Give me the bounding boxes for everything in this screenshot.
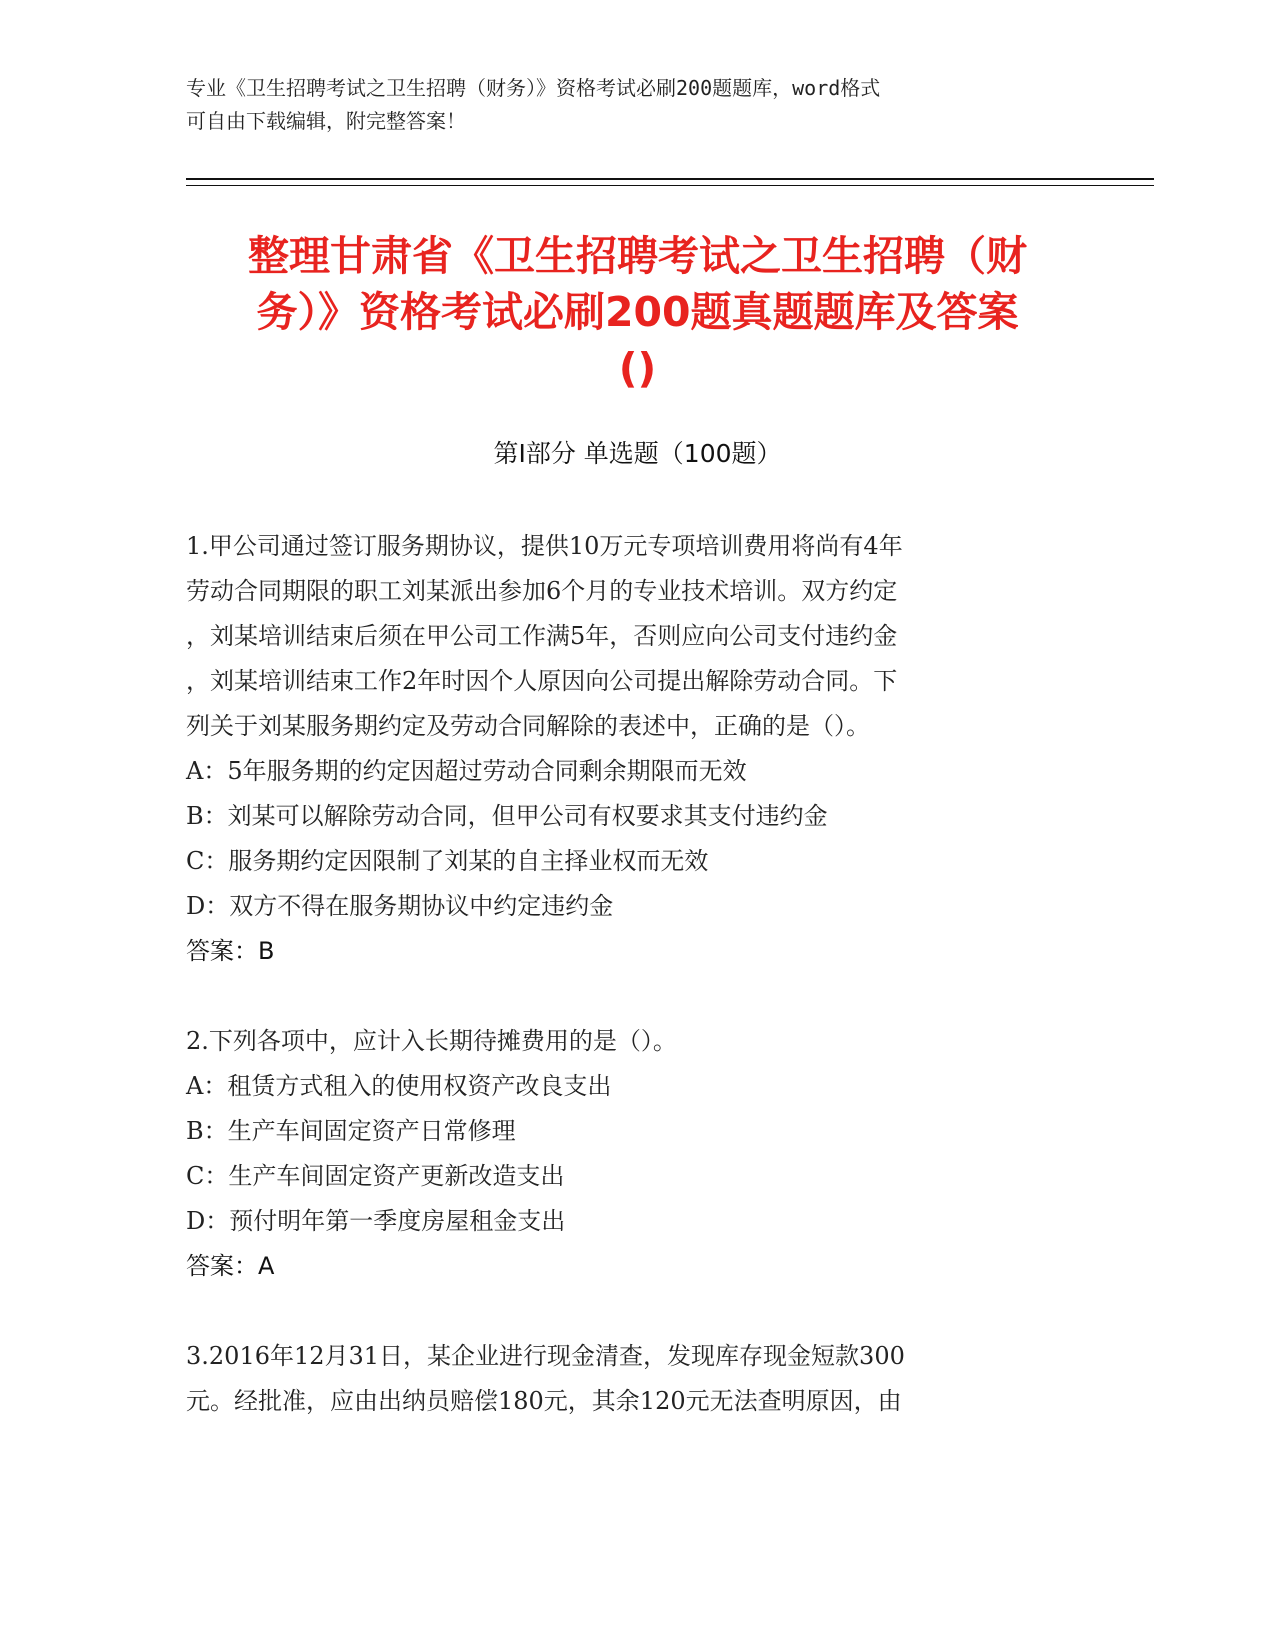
question-list (186, 524, 1086, 1424)
option-d: D：预付明年第一季度房屋租金支出 (186, 1207, 566, 1235)
title-line-1: 整理甘肃省《卫生招聘考试之卫生招聘（财 (248, 232, 1027, 280)
question-1 (186, 524, 1086, 974)
title-line-2: 务）》资格考试必刷200题真题题库及答案 (256, 288, 1019, 336)
document-title (190, 228, 1085, 396)
section-heading: 第Ⅰ部分 单选题（100题） (493, 439, 782, 468)
header-line-1: 专业《卫生招聘考试之卫生招聘（财务）》资格考试必刷200题题库，word格式 (186, 76, 881, 100)
header-divider-thin (186, 185, 1154, 186)
question-spacer (186, 1289, 1086, 1334)
question-3 (186, 1334, 1086, 1424)
question-stem-line: 列关于刘某服务期约定及劳动合同解除的表述中，正确的是（）。 (186, 712, 870, 740)
option-a: A：5年服务期的约定因超过劳动合同剩余期限而无效 (186, 757, 747, 785)
option-b: B：生产车间固定资产日常修理 (186, 1117, 516, 1145)
page-header (186, 72, 1066, 138)
header-line-2: 可自由下载编辑，附完整答案！ (186, 109, 466, 133)
option-d: D：双方不得在服务期协议中约定违约金 (186, 892, 614, 920)
option-b: B：刘某可以解除劳动合同，但甲公司有权要求其支付违约金 (186, 802, 828, 830)
question-stem-line: ，刘某培训结束后须在甲公司工作满5年，否则应向公司支付违约金 (186, 622, 898, 650)
question-stem-line: ，刘某培训结束工作2年时因个人原因向公司提出解除劳动合同。下 (186, 667, 898, 695)
answer-line: 答案：B (186, 937, 275, 965)
question-stem-line: 1.甲公司通过签订服务期协议，提供10万元专项培训费用将尚有4年 (186, 532, 903, 560)
question-stem-line: 劳动合同期限的职工刘某派出参加6个月的专业技术培训。双方约定 (186, 577, 898, 605)
question-2 (186, 1019, 1086, 1289)
option-c: C：服务期约定因限制了刘某的自主择业权而无效 (186, 847, 709, 875)
option-c: C：生产车间固定资产更新改造支出 (186, 1162, 565, 1190)
option-a: A：租赁方式租入的使用权资产改良支出 (186, 1072, 612, 1100)
answer-line: 答案：A (186, 1252, 275, 1280)
question-spacer (186, 974, 1086, 1019)
title-line-3: () (618, 344, 657, 392)
question-stem-line: 3.2016年12月31日，某企业进行现金清查，发现库存现金短款300 (186, 1342, 905, 1370)
question-stem-line: 元。经批准，应由出纳员赔偿180元，其余120元无法查明原因，由 (186, 1387, 902, 1415)
header-divider-thick (186, 178, 1154, 180)
question-stem-line: 2.下列各项中，应计入长期待摊费用的是（）。 (186, 1027, 677, 1055)
